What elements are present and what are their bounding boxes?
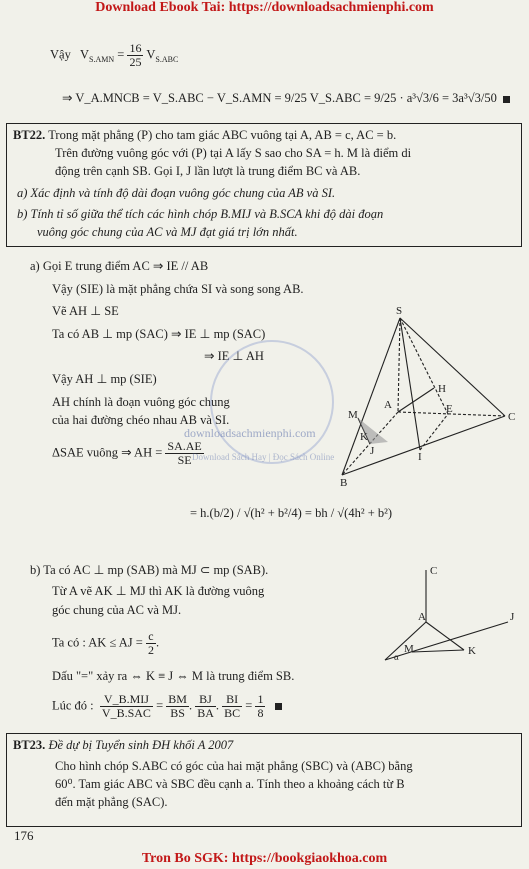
label-A: A — [384, 399, 392, 411]
sol-a-line5: ⇒ IE ⊥ AH — [204, 349, 264, 363]
sol-a-line8: của hai đường chéo nhau AB và SI. — [52, 413, 230, 427]
sol-a-line2: Vậy (SIE) là mặt phẳng chứa SI và song song AB. — [52, 282, 304, 296]
fig2-label-K: K — [468, 645, 476, 657]
angle-figure — [380, 560, 520, 670]
fig2-label-alpha: α — [394, 652, 399, 662]
label-B: B — [340, 477, 348, 489]
label-H: H — [438, 383, 446, 395]
fig2-label-A: A — [418, 611, 426, 623]
sol-a-line1: a) Gọi E trung điểm AC ⇒ IE // AB — [30, 259, 209, 273]
label-E: E — [446, 403, 453, 415]
bt23-title-line: BT23. Đề dự bị Tuyển sinh ĐH khối A 2007 — [13, 738, 234, 752]
sol-a-line7: AH chính là đoạn vuông góc chung — [52, 395, 230, 409]
sol-b-line4: Ta có : AK ≤ AJ = $\frac{c}{2}$ . — [52, 629, 160, 657]
pyramid-figure — [330, 300, 520, 490]
label-K: K — [360, 431, 368, 443]
header-link[interactable]: Download Ebook Tai: https://downloadsachmienphi.com — [95, 0, 434, 15]
watermark-text: downloadsachmienphi.com — [184, 426, 316, 440]
edge-SA — [398, 318, 400, 412]
fig2-label-J: J — [510, 611, 515, 623]
bt22-line3: động trên cạnh SB. Gọi I, J lần lượt là trung điểm BC và AB. — [55, 164, 361, 178]
end-mark — [503, 96, 510, 103]
label-C: C — [508, 411, 516, 423]
watermark-circle — [210, 340, 334, 464]
bt23-line2: 60⁰. Tam giác ABC và SBC đều cạnh a. Tính theo a khoảng cách từ B — [55, 777, 405, 791]
bt22-line2: Trên đường vuông góc với (P) tại A lấy S sao cho SA = h. M là điểm di — [55, 146, 412, 160]
label-S: S — [396, 305, 403, 317]
footer-link[interactable]: Tron Bo SGK: https://bookgiaokhoa.com — [141, 851, 388, 866]
segment-AH — [398, 388, 434, 412]
fig2-label-M: M — [404, 643, 414, 655]
sol-a-line4: Ta có AB ⊥ mp (SAC) ⇒ IE ⊥ mp (SAC) — [52, 327, 266, 341]
sol-a-line10: = h.(b/2) / √(h² + b²/4) = bh / √(4h² + b²) — [190, 506, 393, 520]
edge-SC — [400, 318, 505, 416]
line-MK — [412, 650, 464, 652]
end-mark — [275, 703, 282, 710]
sol-b-line2: Từ A vẽ AK ⊥ MJ thì AK là đường vuông — [52, 584, 265, 598]
sol-a-line3: Vẽ AH ⊥ SE — [52, 304, 119, 318]
sol-b-line3: góc chung của AC và MJ. — [52, 603, 182, 617]
bt22-line1: BT22. Trong mặt phẳng (P) cho tam giác ABC vuông tại A, AB = c, AC = b. — [13, 128, 397, 142]
bt22-part-a: a) Xác định và tính độ dài đoạn vuông góc chung của AB và SI. — [17, 186, 336, 200]
bt22-part-b2: vuông góc chung của AC và MJ đạt giá trị lớn nhất. — [37, 225, 298, 239]
label-M: M — [348, 409, 358, 421]
sol-a-line9: ΔSAE vuông ⇒ AH = $\frac{SA.AE}{SE}$ — [52, 439, 202, 467]
watermark-subtext: Download Sách Hay | Đọc Sách Online — [192, 452, 335, 462]
top-line1: Vậy $V_{S.AMN}$ = $\frac{16}{25}$ $V_{S.ABC}$ — [50, 41, 179, 69]
edge-IE — [420, 414, 448, 450]
sol-a-line6: Vậy AH ⊥ mp (SIE) — [52, 372, 157, 386]
label-I: I — [418, 451, 422, 463]
fig2-label-C: C — [430, 565, 438, 577]
page-number: 176 — [14, 828, 34, 843]
top-line2: ⇒ V_A.MNCB = V_S.ABC − V_S.AMN = 9/25 V_S.ABC = 9/25 · a³√3/6 = 3a³√3/50 — [62, 90, 510, 107]
bt22-box — [6, 123, 522, 247]
sol-b-line1: b) Ta có AC ⊥ mp (SAB) mà MJ ⊂ mp (SAB). — [30, 563, 269, 577]
bt23-box — [6, 733, 522, 827]
sol-b-line6: Lúc đó : $\frac{\text{V\_B.MIJ}}{\text{V\_B.SAC}}$ = $\frac{BM}{BS}$ . $\frac{BJ}{BA}$ . $\frac{BI}{BC}$ = $\frac{1}{8}$ — [52, 693, 282, 720]
bt22-part-b1: b) Tính tỉ số giữa thể tích các hình chóp B.MIJ và B.SCA khi độ dài đoạn — [17, 207, 384, 221]
sol-b-line5: Dấu "=" xảy ra ⇔ K ≡ J ⇔ M là trung điểm SB. — [52, 669, 295, 683]
bt23-line1: Cho hình chóp S.ABC có góc của hai mặt phẳng (SBC) và (ABC) bằng — [55, 759, 413, 773]
bt23-line3: đến mặt phẳng (SAC). — [55, 795, 168, 809]
label-J: J — [370, 445, 375, 457]
